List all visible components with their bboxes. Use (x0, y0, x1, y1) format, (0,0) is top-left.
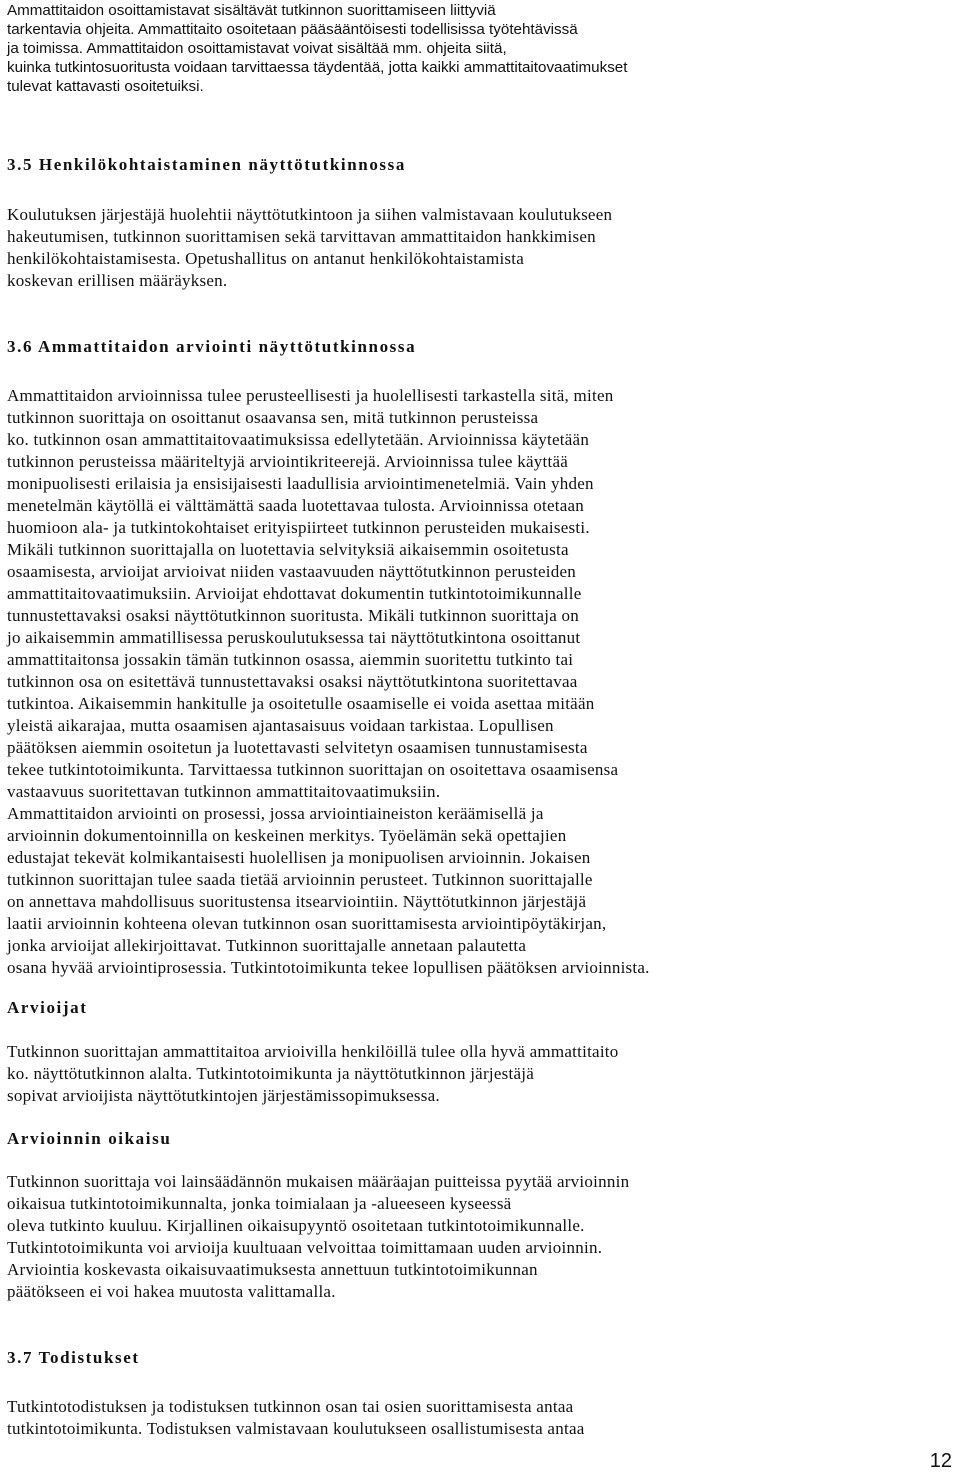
text-line: tutkintotoimikunta. Todistuksen valmistavaan koulutukseen osallistumisesta antaa (7, 1419, 585, 1438)
section-3-6-heading: 3.6 Ammattitaidon arviointi näyttötutkinnossa (7, 337, 417, 356)
intro-paragraph (7, 1, 936, 96)
text-line: laatii arvioinnin kohteena olevan tutkinnon osan suorittamisesta arviointipöytäkirjan, (7, 914, 607, 933)
text-line: tutkintoa. Aikaisemmin hankitulle ja osoitetulle osaamiselle ei voida asettaa mitään (7, 694, 595, 713)
text-line: jonka arvioijat allekirjoittavat. Tutkinnon suorittajalle annetaan palautetta (7, 936, 527, 955)
text-line: tutkinnon suorittaja on osoittanut osaavansa sen, mitä tutkinnon perusteissa (7, 408, 539, 427)
page-number: 12 (929, 1450, 952, 1472)
text-line: ko. näyttötutkinnon alalta. Tutkintotoimikunta ja näyttötutkinnon järjestäjä (7, 1064, 535, 1083)
section-3-5-paragraph (7, 204, 936, 292)
section-3-7-paragraph (7, 1396, 936, 1440)
text-line: ko. tutkinnon osan ammattitaitovaatimuksissa edellytetään. Arvioinnissa käytetään (7, 430, 590, 449)
text-line: monipuolisesti erilaisia ja ensisijaisesti laadullisia arviointimenetelmiä. Vain yhden (7, 474, 594, 493)
text-line: ammattitaitonsa jossakin tämän tutkinnon osassa, aiemmin suoritettu tutkinto tai (7, 650, 574, 669)
text-line: Tutkinnon suorittajan ammattitaitoa arvioivilla henkilöillä tulee olla hyvä ammattitaito (7, 1042, 619, 1061)
text-line: tarkentavia ohjeita. Ammattitaito osoitetaan pääsääntöisesti todellisissa työtehtävissä (7, 21, 578, 38)
arvioijat-paragraph (7, 1041, 936, 1107)
text-line: jo aikaisemmin ammatillisessa peruskoulutuksessa tai näyttötutkintona osoittanut (7, 628, 581, 647)
text-line: osana hyvää arviointiprosessia. Tutkintotoimikunta tekee lopullisen päätöksen arvioinnista. (7, 958, 650, 977)
text-line: yleistä aikarajaa, mutta osaamisen ajantasaisuus voidaan tarkistaa. Lopullisen (7, 716, 554, 735)
text-line: Ammattitaidon osoittamistavat sisältävät tutkinnon suorittamiseen liittyviä (7, 2, 496, 19)
text-line: hakeutumisen, tutkinnon suorittamisen sekä tarvittavan ammattitaidon hankkimisen (7, 227, 596, 246)
text-line: edustajat tekevät kolmikantaisesti huolellisen ja monipuolisen arvioinnin. Jokaisen (7, 848, 591, 867)
section-3-5-heading: 3.5 Henkilökohtaistaminen näyttötutkinnossa (7, 155, 406, 174)
text-line: arvioinnin dokumentoinnilla on keskeinen merkitys. Työelämän sekä opettajien (7, 826, 567, 845)
text-line: tunnustettavaksi osaksi näyttötutkinnon suoritusta. Mikäli tutkinnon suorittaja on (7, 606, 580, 625)
text-line: Ammattitaidon arvioinnissa tulee perusteellisesti ja huolellisesti tarkastella sitä, miten (7, 386, 614, 405)
text-line: päätöksen aiemmin osoitetun ja luotettavasti selvitetyn osaamisen tunnustamisesta (7, 738, 588, 757)
text-line: ammattitaitovaatimuksiin. Arvioijat ehdottavat dokumentin tutkintotoimikunnalle (7, 584, 582, 603)
text-line: on annettava mahdollisuus suoritustensa itsearviointiin. Näyttötutkinnon järjestäjä (7, 892, 587, 911)
text-line: Tutkintotodistuksen ja todistuksen tutkinnon osan tai osien suorittamisesta antaa (7, 1397, 574, 1416)
text-line: Tutkintotoimikunta voi arvioija kuultuaan velvoittaa toimittamaan uuden arvioinnin. (7, 1238, 603, 1257)
text-line: sopivat arvioijista näyttötutkintojen järjestämissopimuksessa. (7, 1086, 440, 1105)
text-line: tekee tutkintotoimikunta. Tarvittaessa tutkinnon suorittajan on osoitettava osaamisensa (7, 760, 619, 779)
text-line: päätökseen ei voi hakea muutosta valittamalla. (7, 1282, 336, 1301)
text-line: tulevat kattavasti osoitetuiksi. (7, 78, 204, 95)
text-line: Arviointia koskevasta oikaisuvaatimuksesta annettuun tutkintotoimikunnan (7, 1260, 538, 1279)
text-line: Ammattitaidon arviointi on prosessi, jossa arviointiaineiston keräämisellä ja (7, 804, 544, 823)
arvioinnin-oikaisu-paragraph (7, 1171, 936, 1303)
text-line: kuinka tutkintosuoritusta voidaan tarvittaessa täydentää, jotta kaikki ammattitaitovaatimukset (7, 59, 628, 76)
text-line: ja toimissa. Ammattitaidon osoittamistavat voivat sisältää mm. ohjeita siitä, (7, 40, 507, 57)
text-line: tutkinnon suorittajan tulee saada tietää arvioinnin perusteet. Tutkinnon suorittajalle (7, 870, 593, 889)
section-3-6-paragraph (7, 385, 936, 979)
text-line: tutkinnon osa on esitettävä tunnustettavaksi osaksi näyttötutkintona suoritettavaa (7, 672, 578, 691)
text-line: huomioon ala- ja tutkintokohtaiset erityispiirteet tutkinnon perusteiden mukaisesti. (7, 518, 590, 537)
section-3-7-heading: 3.7 Todistukset (7, 1348, 140, 1367)
text-line: henkilökohtaistamisesta. Opetushallitus on antanut henkilökohtaistamista (7, 249, 525, 268)
arvioijat-heading: Arvioijat (7, 998, 88, 1017)
text-line: tutkinnon perusteissa määriteltyjä arviointikriteerejä. Arvioinnissa tulee käyttää (7, 452, 569, 471)
text-line: vastaavuus suoritettavan tutkinnon ammattitaitovaatimuksiin. (7, 782, 441, 801)
text-line: oleva tutkinto kuuluu. Kirjallinen oikaisupyyntö osoitetaan tutkintotoimikunnalle. (7, 1216, 585, 1235)
text-line: koskevan erillisen määräyksen. (7, 271, 228, 290)
text-line: menetelmän käytöllä ei välttämättä saada luotettavaa tulosta. Arvioinnissa otetaan (7, 496, 585, 515)
text-line: Mikäli tutkinnon suorittajalla on luotettavia selvityksiä aikaisemmin osoitetusta (7, 540, 569, 559)
text-line: Koulutuksen järjestäjä huolehtii näyttötutkintoon ja siihen valmistavaan koulutukseen (7, 205, 613, 224)
text-line: osaamisesta, arvioijat arvioivat niiden vastaavuuden näyttötutkinnon perusteiden (7, 562, 577, 581)
arvioinnin-oikaisu-heading: Arvioinnin oikaisu (7, 1129, 172, 1148)
text-line: oikaisua tutkintotoimikunnalta, jonka toimialaan ja -alueeseen kyseessä (7, 1194, 512, 1213)
text-line: Tutkinnon suorittaja voi lainsäädännön mukaisen määräajan puitteissa pyytää arvioinnin (7, 1172, 630, 1191)
